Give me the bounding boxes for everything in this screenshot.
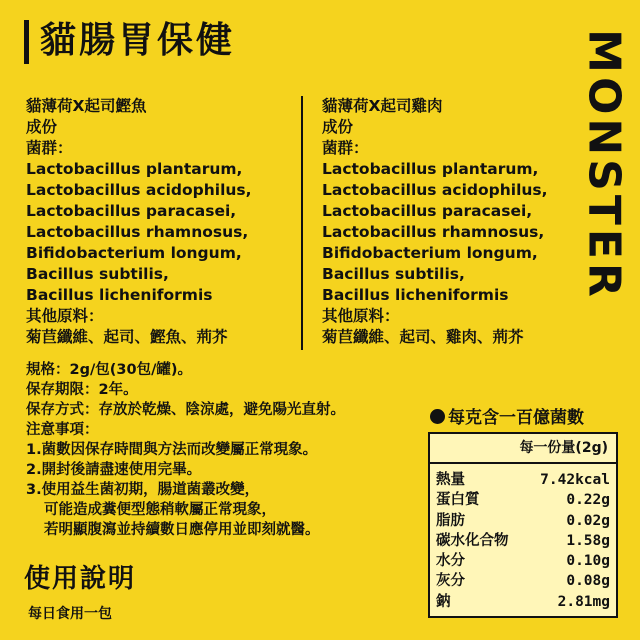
- product-column-left: [26, 96, 296, 348]
- brand-name: MONSTER: [578, 29, 630, 301]
- nutrition-table: [428, 432, 618, 618]
- ingredients-label: 成份: [26, 118, 58, 136]
- bacteria-item: Lactobacillus acidophilus,: [322, 181, 548, 199]
- other-ingredients: 菊苣纖維、起司、鰹魚、荊芥: [26, 328, 228, 346]
- bacteria-item: Lactobacillus paracasei,: [26, 202, 237, 220]
- ingredients-label: 成份: [322, 118, 354, 136]
- usage-title: 使用說明: [24, 564, 137, 594]
- product-column-right: [322, 96, 572, 348]
- nutrition-label: 蛋白質: [436, 492, 480, 509]
- nutrition-row: [436, 511, 610, 531]
- bacteria-item: Lactobacillus plantarum,: [322, 160, 539, 178]
- nutrition-value: 0.10g: [566, 553, 610, 570]
- bacteria-item: Bacillus subtilis,: [26, 265, 169, 283]
- other-ingredients-label: 其他原料：: [322, 307, 400, 325]
- nutrition-label: 碳水化合物: [436, 532, 509, 549]
- bacteria-label: 菌群：: [26, 139, 73, 157]
- highlight-text: 每克含一百億菌數: [448, 408, 584, 428]
- nutrition-value: 7.42kcal: [540, 472, 610, 488]
- bacteria-item: Lactobacillus rhamnosus,: [26, 223, 249, 241]
- product-name: 貓薄荷X起司鰹魚: [26, 97, 147, 115]
- bacteria-item: Bifidobacterium longum,: [26, 244, 242, 262]
- nutrition-serving: 每一份量(2g): [430, 434, 616, 464]
- bacteria-item: Lactobacillus paracasei,: [322, 202, 533, 220]
- nutrition-value: 1.58g: [566, 532, 610, 549]
- nutrition-value: 2.81mg: [557, 593, 610, 610]
- bacteria-item: Bacillus licheniformis: [26, 286, 213, 304]
- spec-text: 規格：2g/包(30包/罐)。: [26, 362, 192, 378]
- title-accent-bar: [24, 20, 29, 64]
- bacteria-item: Lactobacillus rhamnosus,: [322, 223, 545, 241]
- note-item: 2.開封後請盡速使用完畢。: [26, 462, 202, 478]
- bacteria-count-highlight: [430, 403, 584, 428]
- other-ingredients: 菊苣纖維、起司、雞肉、荊芥: [322, 328, 524, 346]
- bullet-dot-icon: [430, 409, 445, 424]
- note-item: 可能造成糞便型態稍軟屬正常現象，: [44, 502, 276, 518]
- nutrition-label: 鈉: [436, 593, 451, 610]
- note-item: 若明顯腹瀉並持續數日應停用並即刻就醫。: [44, 522, 320, 538]
- nutrition-row: [436, 470, 610, 490]
- bacteria-item: Lactobacillus plantarum,: [26, 160, 243, 178]
- storage-text: 保存方式：存放於乾燥、陰涼處，避免陽光直射。: [26, 402, 345, 418]
- nutrition-value: 0.02g: [566, 512, 610, 529]
- nutrition-label: 脂肪: [436, 512, 465, 529]
- nutrition-label: 熱量: [436, 472, 465, 488]
- nutrition-row: [436, 592, 610, 612]
- nutrition-value: 0.22g: [566, 492, 610, 509]
- notes-title: 注意事項：: [26, 422, 99, 438]
- product-name: 貓薄荷X起司雞肉: [322, 97, 443, 115]
- product-info: [26, 360, 426, 540]
- shelf-life-text: 保存期限：2年。: [26, 382, 138, 398]
- page-title: 貓腸胃保健: [40, 20, 236, 61]
- bacteria-item: Bacillus licheniformis: [322, 286, 509, 304]
- usage-text: 每日食用一包: [28, 606, 112, 622]
- bacteria-item: Bacillus subtilis,: [322, 265, 465, 283]
- nutrition-row: [436, 531, 610, 551]
- nutrition-row: [436, 490, 610, 510]
- nutrition-rows: [430, 464, 616, 612]
- note-item: 1.菌數因保存時間與方法而改變屬正常現象。: [26, 442, 318, 458]
- bacteria-item: Lactobacillus acidophilus,: [26, 181, 252, 199]
- brand-logo: [576, 30, 632, 300]
- column-divider: [301, 96, 303, 350]
- other-ingredients-label: 其他原料：: [26, 307, 104, 325]
- nutrition-value: 0.08g: [566, 573, 610, 590]
- nutrition-label: 灰分: [436, 573, 465, 590]
- note-item: 3.使用益生菌初期，腸道菌叢改變，: [26, 482, 260, 498]
- bacteria-item: Bifidobacterium longum,: [322, 244, 538, 262]
- nutrition-label: 水分: [436, 553, 465, 570]
- nutrition-row: [436, 551, 610, 571]
- nutrition-row: [436, 571, 610, 591]
- bacteria-label: 菌群：: [322, 139, 369, 157]
